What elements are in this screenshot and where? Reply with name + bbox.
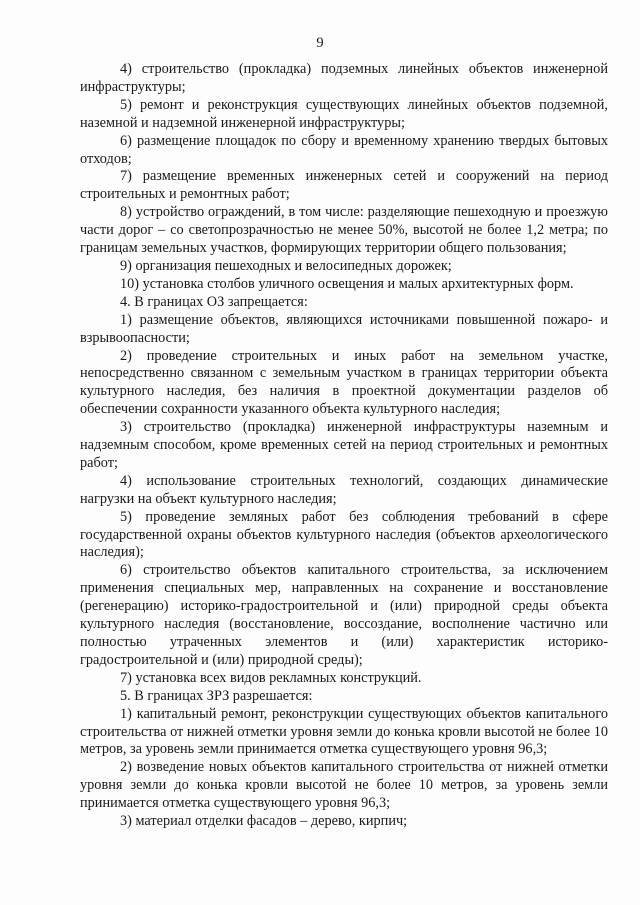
section-heading: 4. В границах ОЗ запрещается:	[120, 293, 308, 310]
paragraph: 9) организация пешеходных и велосипедных дорожек;	[120, 257, 452, 274]
paragraph: 10) установка столбов уличного освещения и малых архитектурных форм.	[120, 275, 574, 292]
paragraph: 4) строительство (прокладка) подземных линейных объектов инженерной инфраструктуры;	[80, 61, 608, 95]
paragraph: 5) ремонт и реконструкция существующих линейных объектов подземной, наземной и надземной инженерной инфраструктуры;	[80, 96, 608, 131]
paragraph: 2) проведение строительных и иных работ на земельном участке, непосредственно связанном с земельным участком в границах территории объекта культурного наследия, без наличия в проектной документации разделов об обеспечении сохранности указанного объекта культурного наследия;	[80, 347, 608, 418]
paragraph: 2) возведение новых объектов капитального строительства от нижней отметки уровня земли до конька кровли высотой не более 10 метров, за уровень земли принимается отметка существующего уровня 96,3;	[80, 759, 608, 812]
paragraph: 6) строительство объектов капитального строительства, за исключением применения специальных мер, направленных на сохранение и восстановление (регенерацию) историко-градостроительной и (или) природной среды объекта культурного наследия (восстановление, воссоздание, восполнение частично или полностью утраченных элементов и (или) характеристик историко-градостроительной и (или) природной среды);	[80, 562, 608, 668]
paragraph: 3) строительство (прокладка) инженерной инфраструктуры наземным и надземным способом, кроме временных сетей на период строительных и ремонтных работ;	[80, 419, 608, 471]
paragraph: 4) использование строительных технологий, создающих динамические нагрузки на объект культурного наследия;	[80, 472, 608, 507]
paragraph: 6) размещение площадок по сбору и временному хранению твердых бытовых отходов;	[80, 132, 608, 167]
paragraph: 5) проведение земляных работ без соблюдения требований в сфере государственной охраны объектов культурного наследия (объектов археологического наследия);	[80, 508, 608, 561]
document-body	[80, 61, 608, 831]
paragraph: 7) размещение временных инженерных сетей и сооружений на период строительных и ремонтных работ;	[80, 168, 608, 203]
paragraph: 8) устройство ограждений, в том числе: разделяющие пешеходную и проезжую части дорог – со светопрозрачностью не менее 50%, высотой не более 1,2 метра; по границам земельных участков, формирующих территории общего пользования;	[80, 204, 608, 257]
paragraph: 3) материал отделки фасадов – дерево, кирпич;	[120, 813, 408, 830]
section-heading: 5. В границах ЗРЗ разрешается:	[120, 687, 313, 704]
paragraph: 7) установка всех видов рекламных конструкций.	[120, 669, 422, 686]
paragraph: 1) капитальный ремонт, реконструкции существующих объектов капитального строительства от нижней отметки уровня земли до конька кровли высотой не более 10 метров, за уровень земли принимается отметка существующего уровня 96,3;	[80, 705, 608, 758]
paragraph: 1) размещение объектов, являющихся источниками повышенной пожаро- и взрывоопасности;	[80, 311, 608, 346]
page-number: 9	[316, 35, 324, 51]
